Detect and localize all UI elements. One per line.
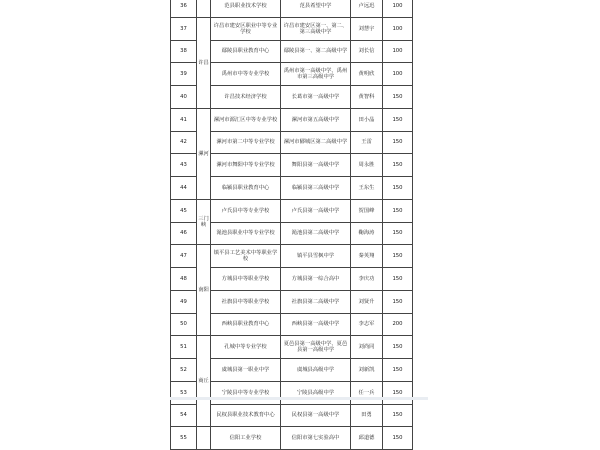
region-cell	[197, 427, 211, 450]
contact-person: 黄智科	[351, 86, 383, 109]
school-name: 禹州市中等专业学校	[211, 63, 281, 86]
quota: 150	[383, 177, 413, 200]
table-row	[171, 108, 413, 131]
partner-school: 舞阳县第一高级中学	[281, 154, 351, 177]
school-name: 社旗县中等职业学校	[211, 290, 281, 313]
region-cell: 南阳	[197, 245, 211, 336]
contact-person: 田勇	[351, 404, 383, 427]
row-number: 46	[171, 222, 197, 245]
contact-person: 贺国峰	[351, 199, 383, 222]
region-cell: 许昌	[197, 17, 211, 108]
row-number: 48	[171, 268, 197, 291]
school-name: 镇平县工艺美术中等职业学校	[211, 245, 281, 268]
contact-person: 王东生	[351, 177, 383, 200]
school-table	[170, 0, 413, 450]
partner-school: 漯河市第五高级中学	[281, 108, 351, 131]
row-number: 55	[171, 427, 197, 450]
contact-person: 李志军	[351, 313, 383, 336]
quota: 150	[383, 86, 413, 109]
contact-person: 卢远迅	[351, 0, 383, 17]
quota: 150	[383, 131, 413, 154]
quota: 150	[383, 404, 413, 427]
partner-school: 卢氏县第一高级中学	[281, 199, 351, 222]
school-name: 信阳工业学校	[211, 427, 281, 450]
partner-school: 长葛市第一高级中学	[281, 86, 351, 109]
left-margin	[0, 0, 170, 400]
school-name: 方城县中等职业学校	[211, 268, 281, 291]
partner-school: 宁陵县高级中学	[281, 381, 351, 404]
row-number: 38	[171, 40, 197, 63]
row-number: 53	[171, 381, 197, 404]
row-number: 45	[171, 199, 197, 222]
school-name: 虞城县第一职业中学	[211, 359, 281, 382]
quota: 150	[383, 427, 413, 450]
partner-school: 信阳市第七实验高中	[281, 427, 351, 450]
contact-person: 田小晶	[351, 108, 383, 131]
partner-school: 民权县第一高级中学	[281, 404, 351, 427]
partner-school: 漯河市郾城区第二高级中学	[281, 131, 351, 154]
quota: 100	[383, 17, 413, 40]
contact-person: 刘长信	[351, 40, 383, 63]
quota: 150	[383, 268, 413, 291]
contact-person: 鞠海涛	[351, 222, 383, 245]
partner-school: 范县希望中学	[281, 0, 351, 17]
school-name: 许昌市建安区职业中等专业学校	[211, 17, 281, 40]
school-name: 卢氏县中等专业学校	[211, 199, 281, 222]
contact-person: 黄明欣	[351, 63, 383, 86]
quota: 150	[383, 336, 413, 359]
row-number: 39	[171, 63, 197, 86]
row-number: 44	[171, 177, 197, 200]
partner-school: 鄢陵县第一、第二高级中学	[281, 40, 351, 63]
school-name: 鄢陵县职业教育中心	[211, 40, 281, 63]
partner-school: 社旗县第二高级中学	[281, 290, 351, 313]
contact-person: 刘新凯	[351, 359, 383, 382]
school-name: 临颍县职业教育中心	[211, 177, 281, 200]
partner-school: 虞城县高级中学	[281, 359, 351, 382]
partner-school: 临颍县第三高级中学	[281, 177, 351, 200]
school-name: 漯河市源汇区中等专业学校	[211, 108, 281, 131]
quota: 150	[383, 108, 413, 131]
contact-person: 邱道德	[351, 427, 383, 450]
row-number: 52	[171, 359, 197, 382]
partner-school: 许昌市建安区第一、第二、第三高级中学	[281, 17, 351, 40]
row-number: 40	[171, 86, 197, 109]
row-number: 43	[171, 154, 197, 177]
quota: 100	[383, 40, 413, 63]
row-number: 36	[171, 0, 197, 17]
quota: 150	[383, 154, 413, 177]
row-number: 42	[171, 131, 197, 154]
contact-person: 周永胜	[351, 154, 383, 177]
region-cell: 漯河	[197, 108, 211, 199]
contact-person: 李庆功	[351, 268, 383, 291]
region-cell: 商丘	[197, 336, 211, 427]
partner-school: 禹州市第一高级中学、禹州市第三高级中学	[281, 63, 351, 86]
quota: 150	[383, 381, 413, 404]
row-number: 50	[171, 313, 197, 336]
school-name: 范县职业技术学校	[211, 0, 281, 17]
school-name: 宁陵县中等专业学校	[211, 381, 281, 404]
contact-person: 秦英翔	[351, 245, 383, 268]
school-name: 漯河市舞阳中等专业学校	[211, 154, 281, 177]
quota: 200	[383, 313, 413, 336]
contact-person: 刘贤升	[351, 290, 383, 313]
partner-school: 镇平县雪枫中学	[281, 245, 351, 268]
table-row	[171, 0, 413, 17]
table-row	[171, 199, 413, 222]
partner-school: 夏邑县第一高级中学、夏邑县第一高级中学	[281, 336, 351, 359]
row-number: 41	[171, 108, 197, 131]
row-number: 51	[171, 336, 197, 359]
contact-person: 刘尚同	[351, 336, 383, 359]
school-name: 孔城中等专业学校	[211, 336, 281, 359]
partner-school: 渑池县第二高级中学	[281, 222, 351, 245]
quota: 150	[383, 199, 413, 222]
quota: 150	[383, 245, 413, 268]
table-row	[171, 427, 413, 450]
partner-school: 方城县第一综合高中	[281, 268, 351, 291]
row-number: 37	[171, 17, 197, 40]
quota: 150	[383, 222, 413, 245]
table-row	[171, 17, 413, 40]
quota: 100	[383, 0, 413, 17]
document-table-wrapper	[170, 0, 413, 450]
quota: 150	[383, 290, 413, 313]
table-row	[171, 336, 413, 359]
table-row	[171, 245, 413, 268]
row-number: 49	[171, 290, 197, 313]
school-name: 西峡县职业教育中心	[211, 313, 281, 336]
quota: 100	[383, 63, 413, 86]
contact-person: 王雷	[351, 131, 383, 154]
region-cell: 三门峡	[197, 199, 211, 245]
school-name: 民权县职业技术教育中心	[211, 404, 281, 427]
contact-person: 任一兵	[351, 381, 383, 404]
contact-person: 刘慧宇	[351, 17, 383, 40]
school-name: 渑池县职业中等专业学校	[211, 222, 281, 245]
right-margin	[428, 0, 600, 400]
region-cell	[197, 0, 211, 17]
row-number: 47	[171, 245, 197, 268]
quota: 150	[383, 359, 413, 382]
partner-school: 西峡县第一高级中学	[281, 313, 351, 336]
row-number: 54	[171, 404, 197, 427]
school-name: 漯河市第二中等专业学校	[211, 131, 281, 154]
school-name: 许昌技术经济学校	[211, 86, 281, 109]
